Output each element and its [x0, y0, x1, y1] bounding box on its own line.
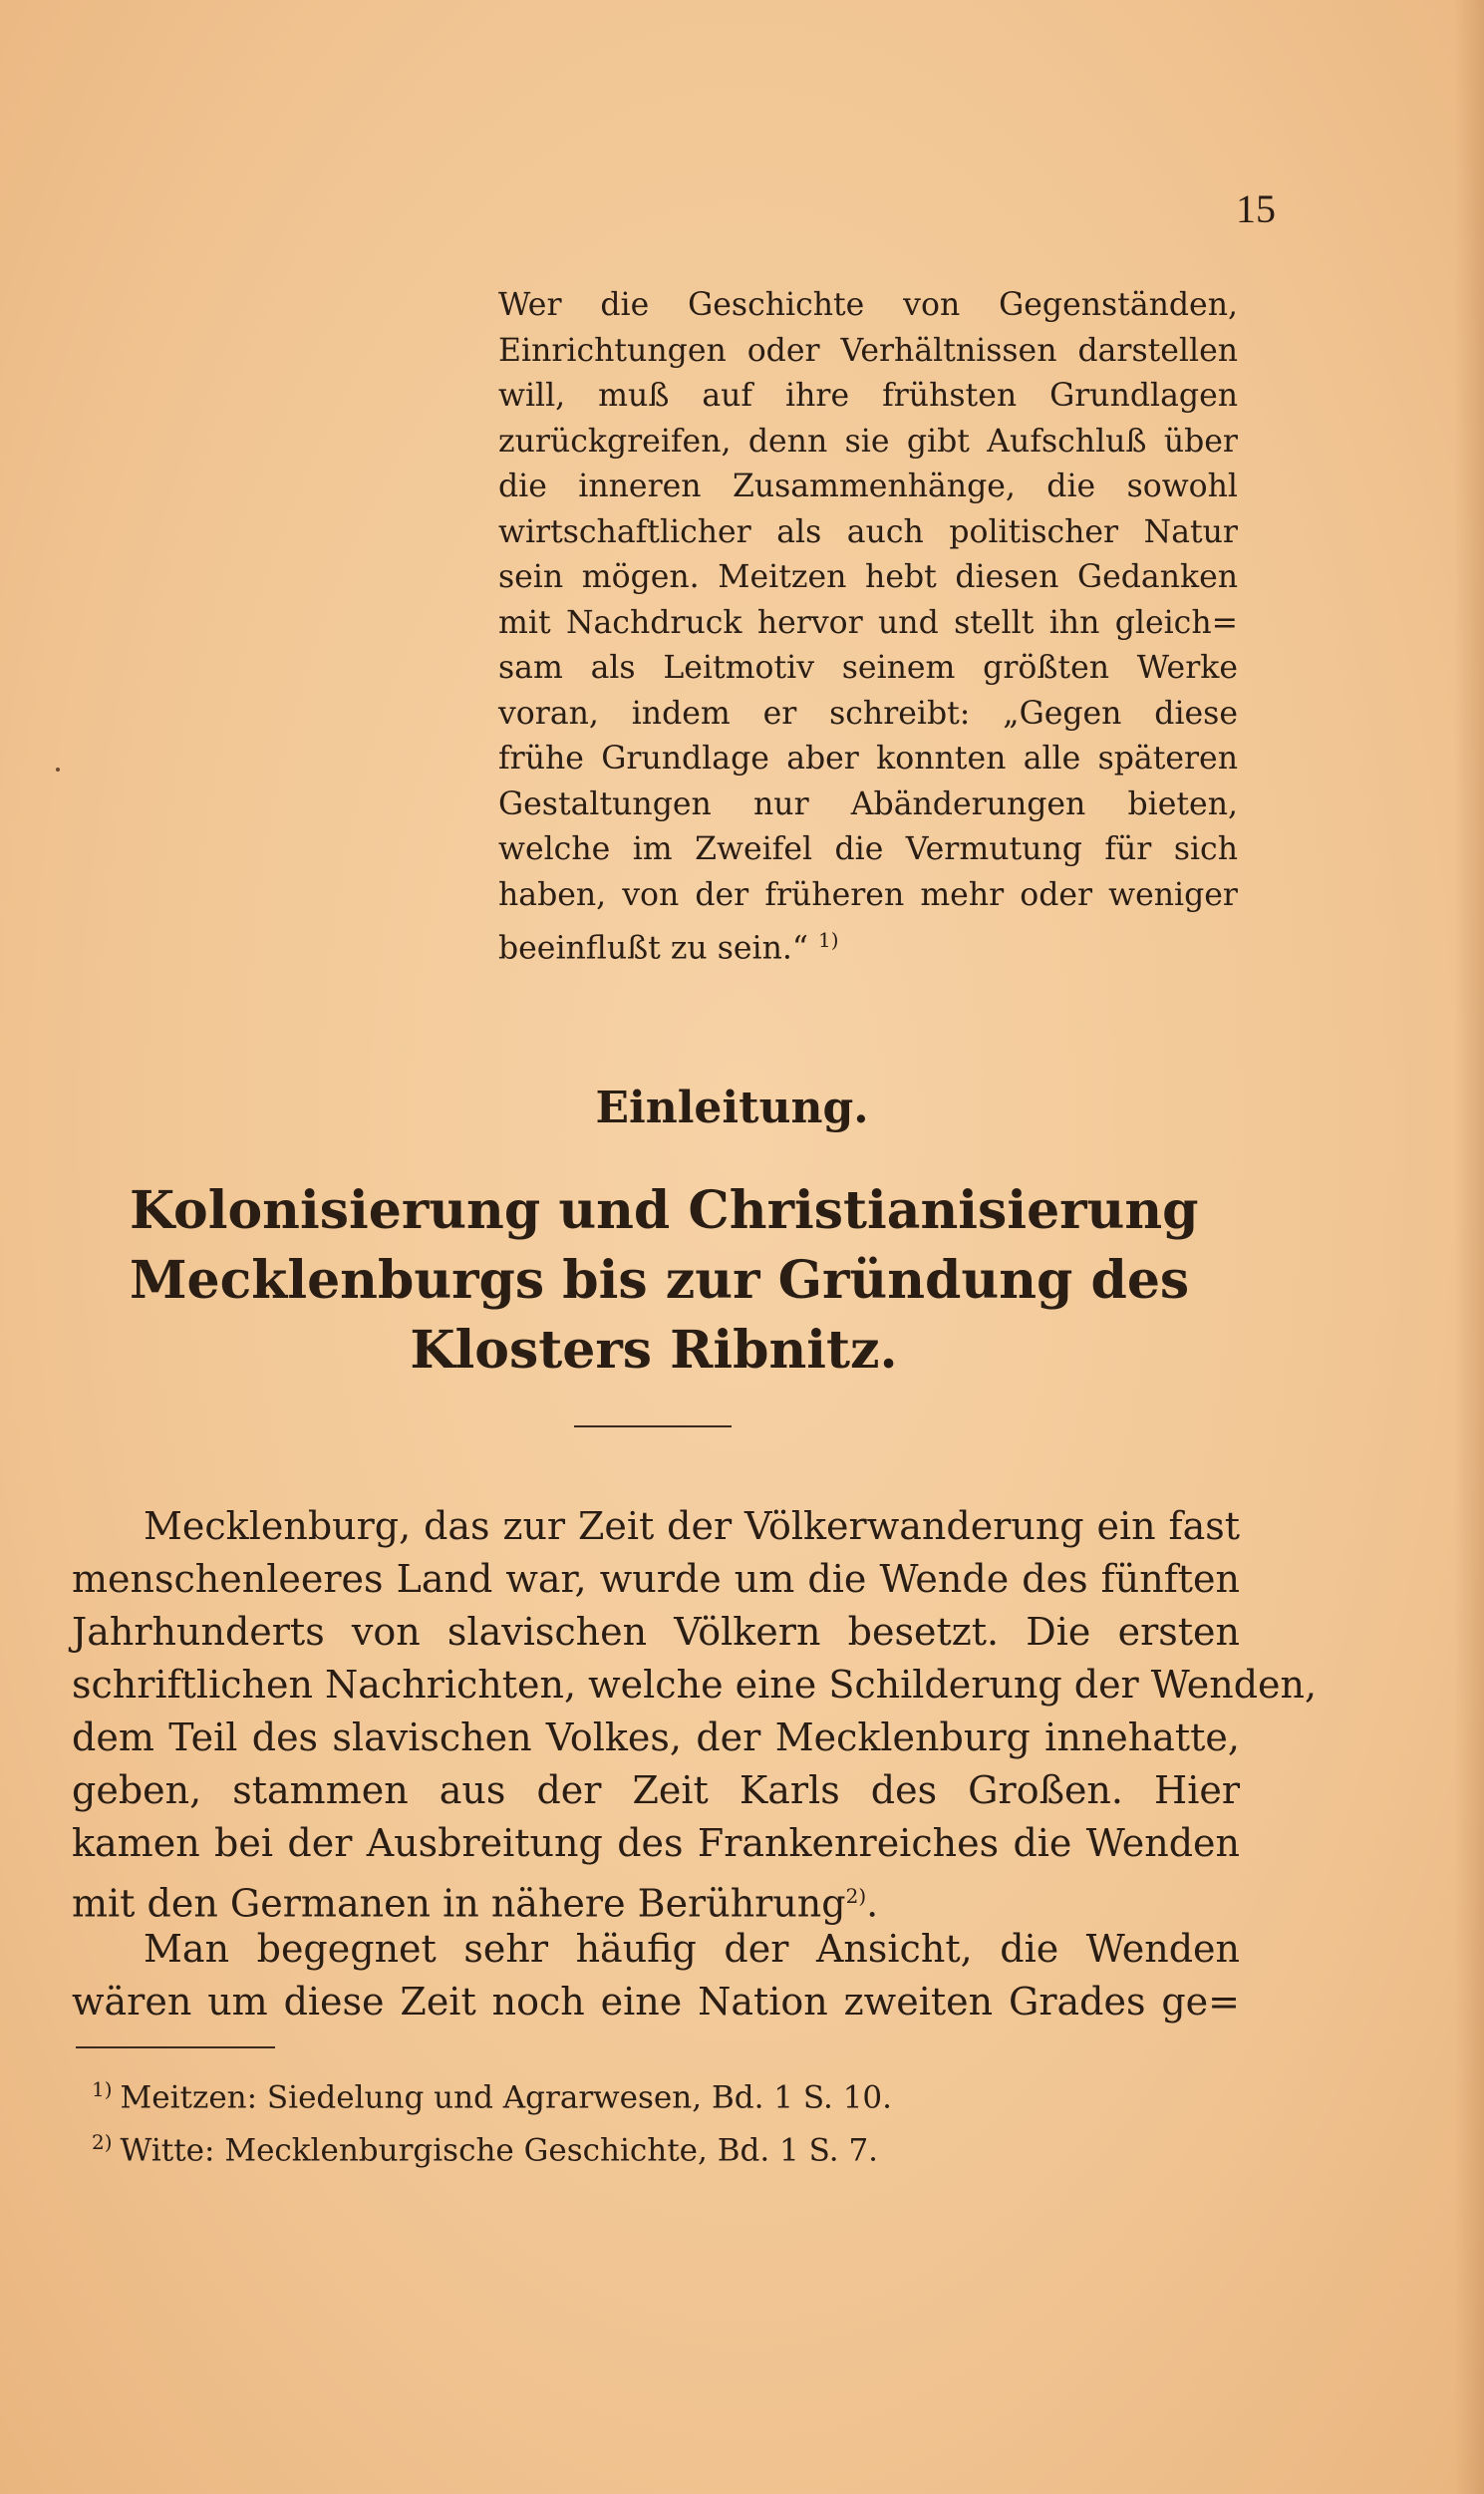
- body-line: Mecklenburg, das zur Zeit der Völkerwanderung ein fast: [144, 1504, 1240, 1548]
- epigraph-line: zurückgreifen, denn sie gibt Aufschluß über: [498, 423, 1238, 460]
- body-line-text: mit den Germanen in nähere Berührung: [72, 1881, 846, 1926]
- title-divider: [574, 1425, 732, 1427]
- footnote: [92, 2120, 1088, 2173]
- chapter-title-line: Klosters Ribnitz.: [410, 1320, 898, 1381]
- body-line: schriftlichen Nachrichten, welche eine Schilderung der Wenden,: [72, 1663, 1318, 1707]
- epigraph-line: haben, von der früheren mehr oder weniger: [498, 876, 1238, 913]
- footnote-text: Meitzen: Siedelung und Agrarwesen, Bd. 1 S. 10.: [120, 2079, 893, 2116]
- epigraph-line: welche im Zweifel die Vermutung für sich: [498, 831, 1238, 867]
- epigraph-line: die inneren Zusammenhänge, die sowohl: [498, 468, 1238, 504]
- epigraph-line: sam als Leitmotiv seinem größten Werke: [498, 650, 1238, 686]
- section-heading: Einleitung.: [595, 1083, 869, 1133]
- chapter-title-line: Mecklenburgs bis zur Gründung des: [130, 1250, 1190, 1311]
- epigraph-line: Einrichtungen oder Verhältnissen darstellen: [498, 332, 1238, 369]
- body-line: Jahrhunderts von slavischen Völkern besetzt. Die ersten: [72, 1610, 1240, 1654]
- body-last-line: [72, 1870, 1240, 1926]
- footnote-text: Witte: Mecklenburgische Geschichte, Bd. 1 S. 7.: [120, 2132, 879, 2169]
- chapter-title-line: Kolonisierung und Christianisierung: [130, 1180, 1199, 1241]
- page-edge-shadow: [1454, 0, 1484, 2494]
- margin-speck: [56, 768, 60, 772]
- epigraph-last-line: [498, 918, 1238, 967]
- body-text: [72, 1500, 1318, 2028]
- epigraph-line: Gestaltungen nur Abänderungen bieten,: [498, 785, 1238, 822]
- page-number: 15: [1236, 186, 1276, 231]
- body-line: Man begegnet sehr häufig der Ansicht, die Wenden: [144, 1927, 1240, 1971]
- epigraph-line: sein mögen. Meitzen hebt diesen Gedanken: [498, 559, 1238, 595]
- body-line: wären um diese Zeit noch eine Nation zweiten Grades ge=: [72, 1980, 1240, 2024]
- epigraph-line: wirtschaftlicher als auch politischer Natur: [498, 513, 1238, 550]
- epigraph-line: frühe Grundlage aber konnten alle späteren: [498, 741, 1238, 777]
- epigraph-line: will, muß auf ihre frühsten Grundlagen: [498, 378, 1238, 414]
- footnote-reference: 1): [818, 928, 839, 952]
- epigraph-line: Wer die Geschichte von Gegenständen,: [498, 287, 1238, 323]
- footnote: [92, 2067, 1088, 2120]
- footnote-divider: [76, 2046, 275, 2048]
- body-line: dem Teil des slavischen Volkes, der Mecklenburg innehatte,: [72, 1715, 1240, 1759]
- epigraph-line-text: beeinflußt zu sein.“: [498, 930, 809, 967]
- epigraph: [498, 283, 1238, 967]
- footnote-mark: 2): [92, 2130, 113, 2155]
- body-line: geben, stammen aus der Zeit Karls des Großen. Hier: [72, 1768, 1240, 1812]
- footnote-mark: 1): [92, 2077, 113, 2101]
- footnote-reference: 2): [845, 1884, 867, 1908]
- body-line: kamen bei der Ausbreitung des Frankenreiches die Wenden: [72, 1821, 1240, 1865]
- sentence-end: .: [866, 1881, 879, 1926]
- body-line: menschenleeres Land war, wurde um die Wende des fünften: [72, 1557, 1240, 1601]
- chapter-title: [130, 1176, 1199, 1386]
- epigraph-line: voran, indem er schreibt: „Gegen diese: [498, 695, 1238, 732]
- epigraph-line: mit Nachdruck hervor und stellt ihn gleich=: [498, 604, 1238, 641]
- footnotes: [92, 2067, 1088, 2174]
